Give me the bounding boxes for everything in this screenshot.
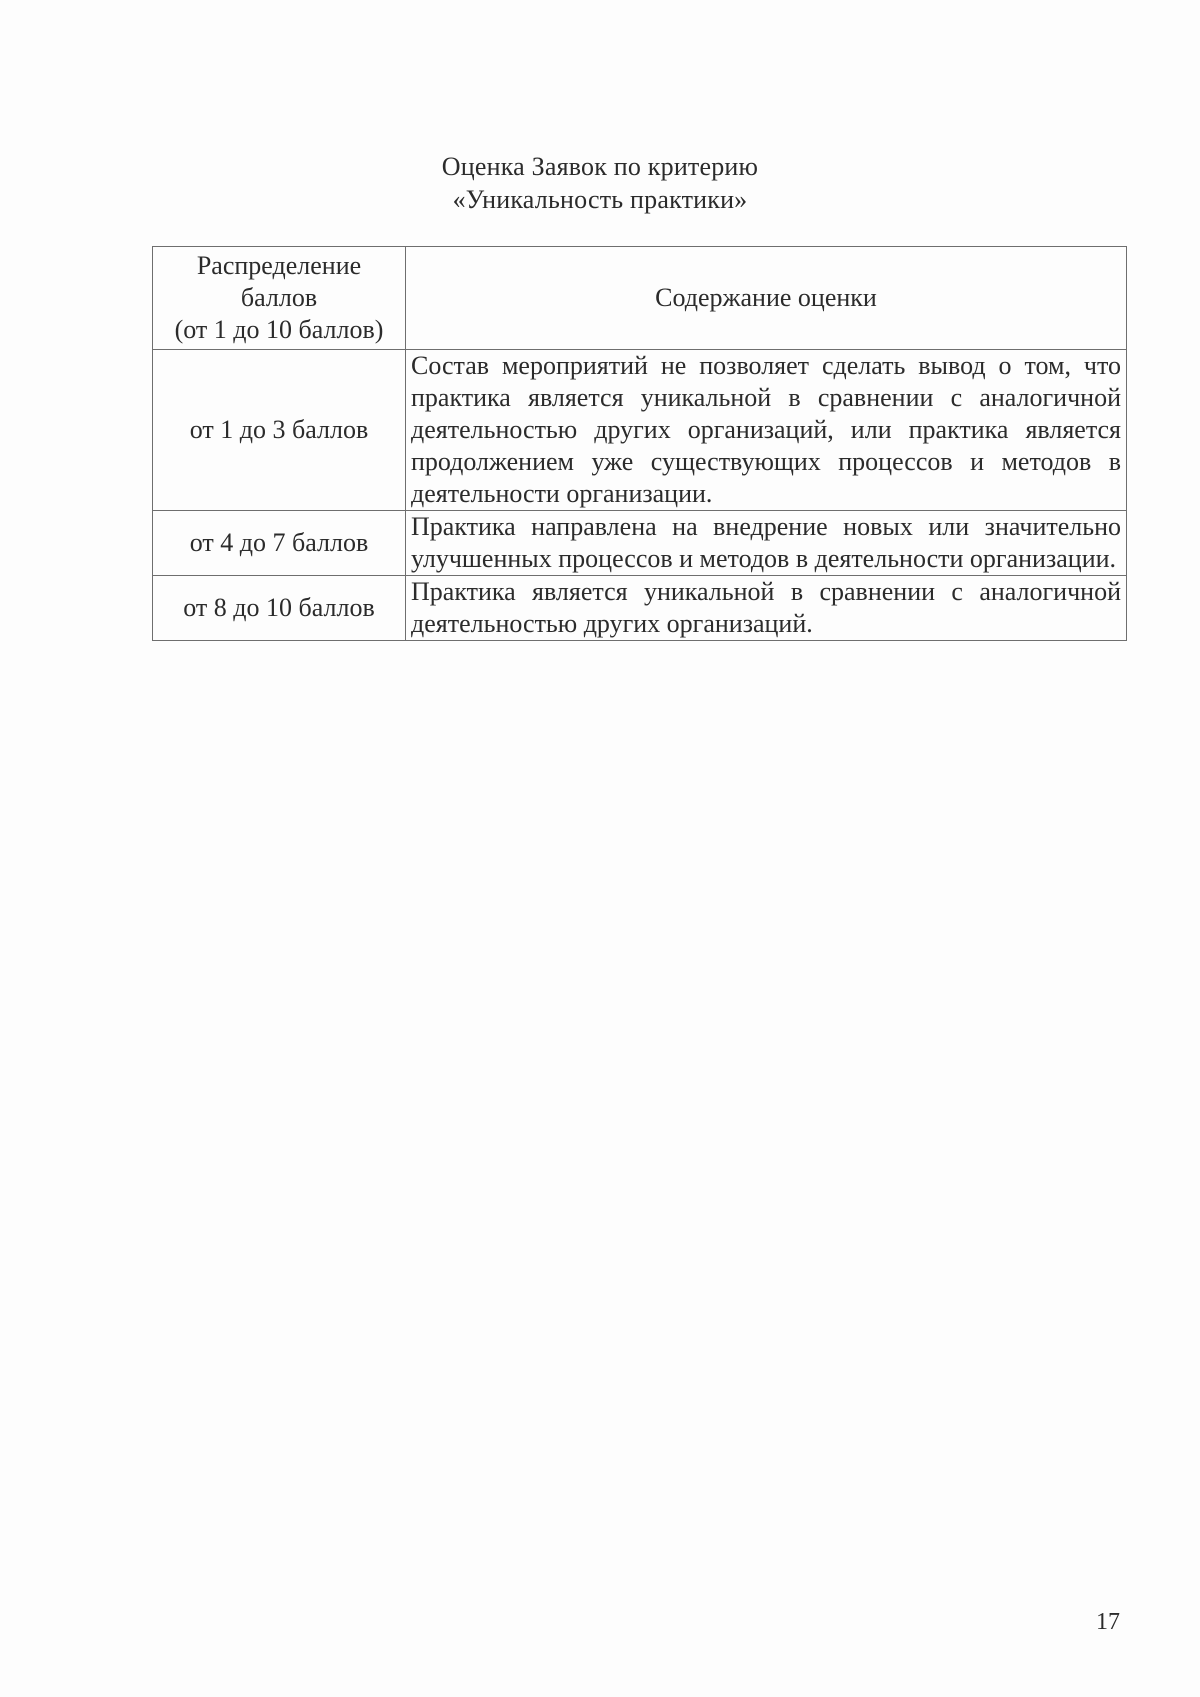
row-2-score: от 4 до 7 баллов (153, 511, 406, 576)
criteria-table (152, 246, 1127, 641)
header-score-cell (153, 247, 406, 350)
table-header-row (153, 247, 1127, 350)
row-3-content: Практика является уникальной в сравнении с аналогичной деятельностью других организаций. (406, 576, 1127, 641)
page-number: 17 (1096, 1609, 1120, 1635)
table-row (153, 576, 1127, 641)
row-3-score: от 8 до 10 баллов (153, 576, 406, 641)
title-line-2: «Уникальность практики» (452, 185, 748, 214)
header-score-line-3: (от 1 до 10 баллов) (174, 315, 384, 344)
row-2-content: Практика направлена на внедрение новых или значительно улучшенных процессов и методов в деятельности организации. (406, 511, 1127, 576)
document-title (0, 150, 1200, 216)
table-row (153, 511, 1127, 576)
header-content-cell: Содержание оценки (406, 247, 1127, 350)
header-score-line-2: баллов (240, 283, 318, 312)
header-score-line-1: Распределение (196, 251, 362, 280)
row-1-score: от 1 до 3 баллов (153, 350, 406, 511)
row-1-content: Состав мероприятий не позволяет сделать вывод о том, что практика является уникальной в сравнении с аналогичной деятельностью других организаций, или практика является продолжением уже существующих процессов и методов в деятельности организации. (406, 350, 1127, 511)
table-row (153, 350, 1127, 511)
title-line-1: Оценка Заявок по критерию (441, 152, 759, 181)
